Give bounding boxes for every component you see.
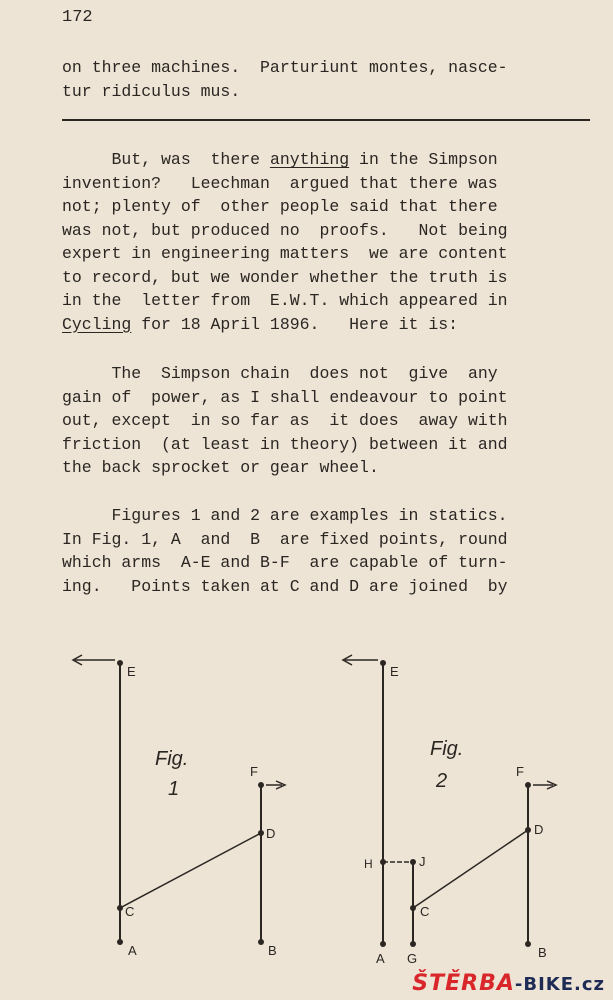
label-F: F (516, 764, 524, 779)
label-D: D (534, 822, 544, 837)
figure-2 (343, 655, 556, 966)
figure-2-number: 2 (436, 770, 448, 792)
watermark-suffix: -BIKE.cz (514, 974, 605, 995)
label-E: E (127, 664, 136, 679)
text-line: ing. Points taken at C and D are joined by (62, 576, 508, 596)
text-line: for 18 April 1896. Here it is: (131, 314, 459, 334)
page-number: 172 (62, 8, 93, 27)
label-J: J (419, 854, 426, 869)
label-A: A (128, 943, 137, 958)
text-line: Figures 1 and 2 are examples in statics. (62, 506, 508, 525)
figure-1-number: 1 (168, 778, 180, 800)
text-line: But, was there (62, 150, 270, 169)
label-B: B (268, 943, 277, 958)
figure-1 (73, 655, 285, 958)
label-D: D (266, 826, 276, 841)
text-line: The Simpson chain does not give any (62, 364, 498, 383)
text-line: invention? Leechman argued that there was (62, 173, 498, 193)
text-line: expert in engineering matters we are content (62, 244, 508, 263)
label-B: B (538, 945, 547, 960)
text-line: In Fig. 1, A and B are fixed points, round (62, 529, 508, 549)
text-line: on three machines. Parturiunt montes, nasce- (62, 58, 508, 77)
watermark (412, 971, 605, 996)
figure-1-caption: Fig. (155, 748, 189, 770)
text-line: not; plenty of other people said that there (62, 197, 498, 216)
label-C: C (125, 904, 135, 919)
text-line: which arms A-E and B-F are capable of turn- (62, 553, 508, 572)
label-C: C (420, 904, 430, 919)
label-H: H (364, 857, 373, 871)
figure-2-caption: Fig. (430, 738, 464, 760)
text-line: friction (at least in theory) between it and (62, 434, 508, 454)
text-line: to record, but we wonder whether the truth is (62, 267, 508, 287)
label-G: G (407, 951, 418, 966)
text-line: the back sprocket or gear wheel. (62, 458, 379, 477)
label-A: A (376, 951, 385, 966)
text-line: tur ridiculus mus. (62, 81, 241, 101)
label-E: E (390, 664, 399, 679)
label-F: F (250, 764, 258, 779)
text-line: was not, but produced no proofs. Not being (62, 220, 508, 240)
watermark-brand: ŠTĚRBA (412, 971, 515, 996)
underlined-word: anything (269, 150, 350, 169)
text-line: in the letter from E.W.T. which appeared in (62, 291, 508, 310)
text-line: in the Simpson (349, 150, 498, 169)
text-line: gain of power, as I shall endeavour to point (62, 387, 508, 407)
text-line: out, except in so far as it does away with (62, 411, 508, 430)
journal-title: Cycling (62, 314, 132, 334)
